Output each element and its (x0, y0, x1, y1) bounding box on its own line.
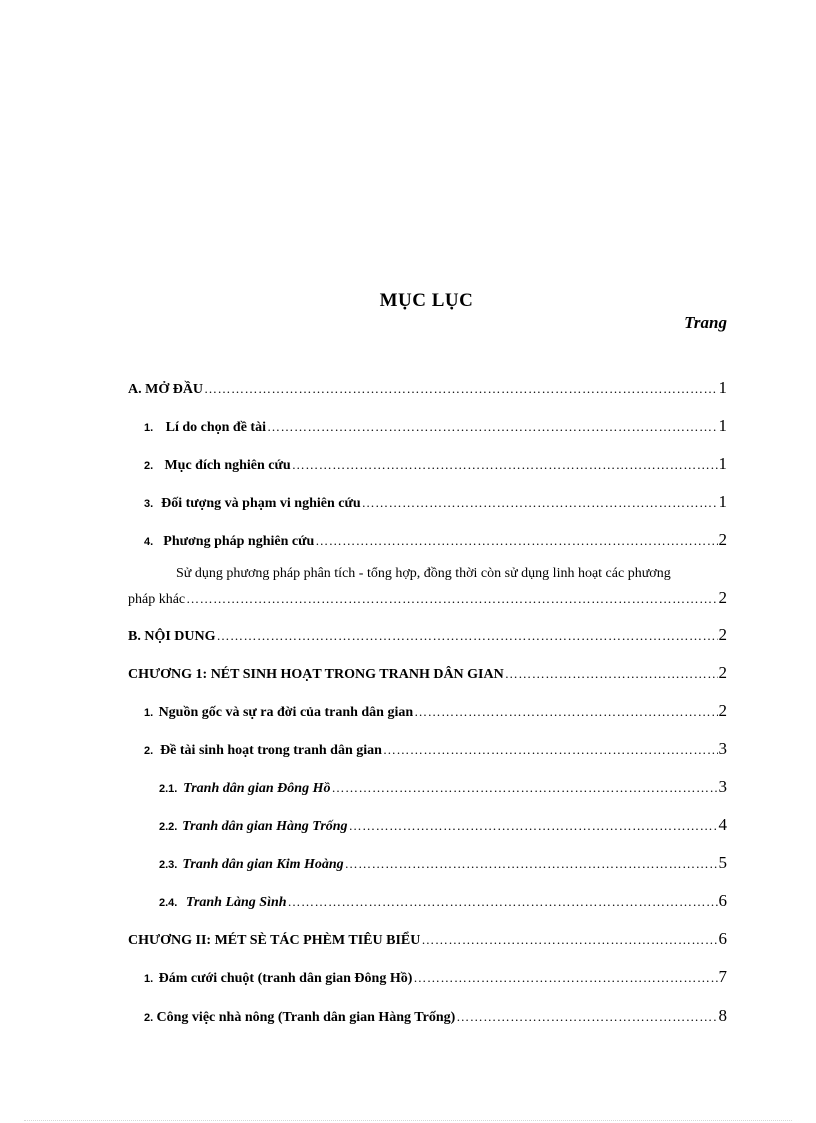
toc-entry-number: 2. (144, 745, 154, 757)
toc-entry-number: 2. (144, 460, 154, 472)
toc-entry-text: Đối tượng và phạm vi nghiên cứu (161, 496, 361, 511)
toc-page-number: 6 (718, 891, 727, 910)
toc-entry-text: pháp khác (128, 592, 186, 607)
toc-entry-text: CHƯƠNG II: MÉT SÈ TÁC PHÈM TIÊU BIỂU (128, 933, 421, 948)
toc-entry-hang-trong[interactable] (128, 815, 727, 837)
toc-entry-number: 3. (144, 498, 154, 510)
dot-leader (349, 818, 718, 834)
dot-leader (413, 970, 717, 986)
dot-leader (383, 742, 718, 758)
toc-entry-nguon-goc[interactable] (128, 701, 727, 723)
toc-entry-text: Nguồn gốc và sự ra đời của tranh dân gian (158, 705, 414, 720)
toc-entry-text: Tranh dân gian Hàng Trống (182, 819, 348, 834)
toc-page-number: 7 (718, 967, 727, 986)
toc-page-number: 1 (718, 454, 727, 473)
toc-entry-de-tai-sinh-hoat[interactable] (128, 739, 727, 761)
toc-page-number: 2 (718, 530, 727, 549)
toc-entry-text: CHƯƠNG 1: NÉT SINH HOẠT TRONG TRANH DÂN GIAN (128, 667, 504, 682)
toc-entry-phuong-phap[interactable] (128, 530, 727, 552)
toc-page-number: 1 (718, 416, 727, 435)
toc-page-number: 8 (718, 1006, 727, 1025)
dot-leader (292, 457, 718, 473)
toc-entry-text: B. NỘI DUNG (128, 629, 216, 644)
toc-entry-number: 2.3. (159, 859, 178, 871)
toc-entry-li-do[interactable] (128, 416, 727, 438)
toc-entry-mo-dau[interactable] (128, 378, 727, 400)
method-paragraph-line1: Sử dụng phương pháp phân tích - tổng hợp, đồng thời còn sử dụng linh hoạt các phương (176, 566, 671, 581)
toc-entry-number: 2.1. (159, 783, 178, 795)
toc-entry-text: Tranh Làng Sình (185, 895, 287, 910)
toc-entry-number: 2.2. (159, 821, 178, 833)
toc-entry-number: 4. (144, 536, 154, 548)
toc-entry-chuong-2[interactable] (128, 929, 727, 951)
dot-leader (186, 591, 717, 607)
toc-page-number: 5 (718, 853, 727, 872)
toc-entry-text: Công việc nhà nông (Tranh dân gian Hàng Trống) (156, 1010, 456, 1025)
toc-entry-text: Tranh dân gian Kim Hoàng (182, 857, 344, 872)
toc-entry-text: Lí do chọn đề tài (165, 420, 266, 435)
toc-page-number: 1 (718, 492, 727, 511)
toc-entry-number: 1. (144, 707, 154, 719)
dot-leader (331, 780, 717, 796)
toc-entry-number: 1. (144, 973, 154, 985)
toc-entry-lang-sinh[interactable] (128, 891, 727, 913)
toc-page-number: 2 (718, 701, 727, 720)
toc-entry-doi-tuong[interactable] (128, 492, 727, 514)
dot-leader (204, 381, 717, 397)
toc-page-number: 2 (718, 625, 727, 644)
dot-leader (267, 419, 718, 435)
toc-entry-number: 2. (144, 1012, 154, 1024)
dot-leader (217, 628, 718, 644)
toc-page-number: 1 (718, 378, 727, 397)
dot-leader (421, 932, 717, 948)
toc-entry-dong-ho[interactable] (128, 777, 727, 799)
toc-entry-muc-dich[interactable] (128, 454, 727, 476)
toc-entry-cong-viec-nha-nong[interactable] (128, 1006, 727, 1028)
toc-page-number: 3 (718, 739, 727, 758)
toc-entry-text: Tranh dân gian Đông Hồ (183, 781, 331, 796)
toc-entry-number: 1. (144, 422, 154, 434)
dot-leader (414, 704, 717, 720)
dot-leader (362, 495, 718, 511)
dot-leader (288, 894, 718, 910)
toc-page-number: 3 (718, 777, 727, 796)
toc-entry-noi-dung[interactable] (128, 625, 727, 647)
toc-entry-text: Mục đích nghiên cứu (164, 458, 291, 473)
toc-entry-text: Đề tài sinh hoạt trong tranh dân gian (160, 743, 382, 758)
toc-entry-text: A. MỞ ĐẦU (128, 382, 204, 397)
toc-entry-number: 2.4. (159, 897, 178, 909)
toc-entry-chuong-1[interactable] (128, 663, 727, 685)
dot-leader (505, 666, 718, 682)
toc-entry-text: Đám cưới chuột (tranh dân gian Đông Hồ) (158, 971, 413, 986)
toc-page-number: 4 (718, 815, 727, 834)
dot-leader (315, 533, 717, 549)
dot-leader (345, 856, 718, 872)
toc-title: MỤC LỤC (379, 290, 474, 311)
toc-page-number: 2 (718, 588, 727, 607)
page-column-label: Trang (684, 313, 727, 332)
toc-entry-dam-cuoi-chuot[interactable] (128, 967, 727, 989)
toc-entry-method-paragraph[interactable] (128, 588, 727, 610)
toc-entry-kim-hoang[interactable] (128, 853, 727, 875)
page-bottom-divider (24, 1120, 792, 1121)
toc-page-number: 2 (718, 663, 727, 682)
toc-entry-text: Phương pháp nghiên cứu (163, 534, 315, 549)
toc-page-number: 6 (718, 929, 727, 948)
dot-leader (456, 1009, 717, 1025)
